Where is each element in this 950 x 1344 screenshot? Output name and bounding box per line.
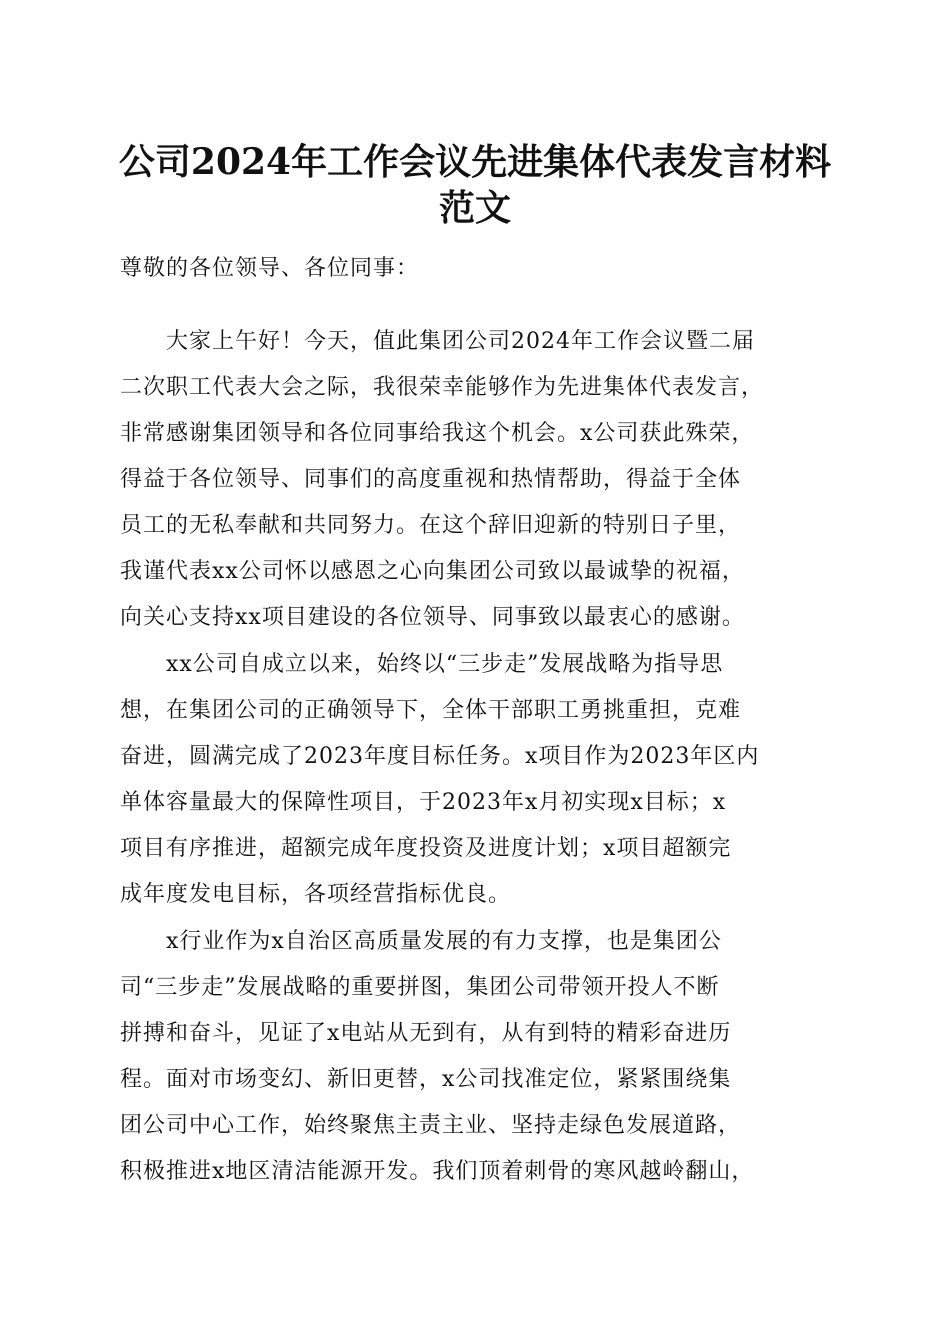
body-line: 积极推进x地区清洁能源开发。我们顶着刺骨的寒风越岭翻山，: [120, 1159, 755, 1184]
greeting: 尊敬的各位领导、各位同事：: [120, 256, 420, 281]
body-line: 大家上午好！今天，值此集团公司2024年工作会议暨二届: [120, 329, 755, 354]
body-line: 得益于各位领导、同事们的高度重视和热情帮助，得益于全体: [120, 467, 742, 492]
body-line: 单体容量最大的保障性项目，于2023年x月初实现x目标；x: [120, 790, 727, 815]
document-title-line-2: 范文: [438, 187, 511, 229]
body-line: 非常感谢集团领导和各位同事给我这个机会。x公司获此殊荣，: [120, 421, 755, 446]
document-title-line-1: 公司2024年工作会议先进集体代表发言材料: [118, 141, 832, 183]
body-line: 项目有序推进，超额完成年度投资及进度计划；x项目超额完: [120, 836, 732, 861]
body-line: 奋进，圆满完成了2023年度目标任务。x项目作为2023年区内: [120, 744, 760, 769]
body-line: 拼搏和奋斗，见证了x电站从无到有，从有到特的精彩奋进历: [120, 1021, 732, 1046]
body-line: 程。面对市场变幻、新旧更替，x公司找准定位，紧紧围绕集: [120, 1067, 732, 1092]
body-line: 向关心支持xx项目建设的各位领导、同事致以最衷心的感谢。: [120, 605, 745, 630]
body-line: 团公司中心工作，始终聚焦主责主业、坚持走绿色发展道路，: [120, 1113, 742, 1138]
body-line: 二次职工代表大会之际，我很荣幸能够作为先进集体代表发言，: [120, 375, 765, 400]
body-line: 我谨代表xx公司怀以感恩之心向集团公司致以最诚挚的祝福，: [120, 559, 745, 584]
body-line: 司“三步走”发展战略的重要拼图，集团公司带领开投人不断: [120, 975, 720, 1000]
body-line: 员工的无私奉献和共同努力。在这个辞旧迎新的特别日子里，: [120, 513, 742, 538]
body-line: 想，在集团公司的正确领导下，全体干部职工勇挑重担，克难: [120, 698, 742, 723]
body-line: 成年度发电目标，各项经营指标优良。: [120, 882, 512, 907]
body-line: x行业作为x自治区高质量发展的有力支撑，也是集团公: [120, 929, 722, 954]
body-line: xx公司自成立以来，始终以“三步走”发展战略为指导思: [120, 652, 724, 677]
